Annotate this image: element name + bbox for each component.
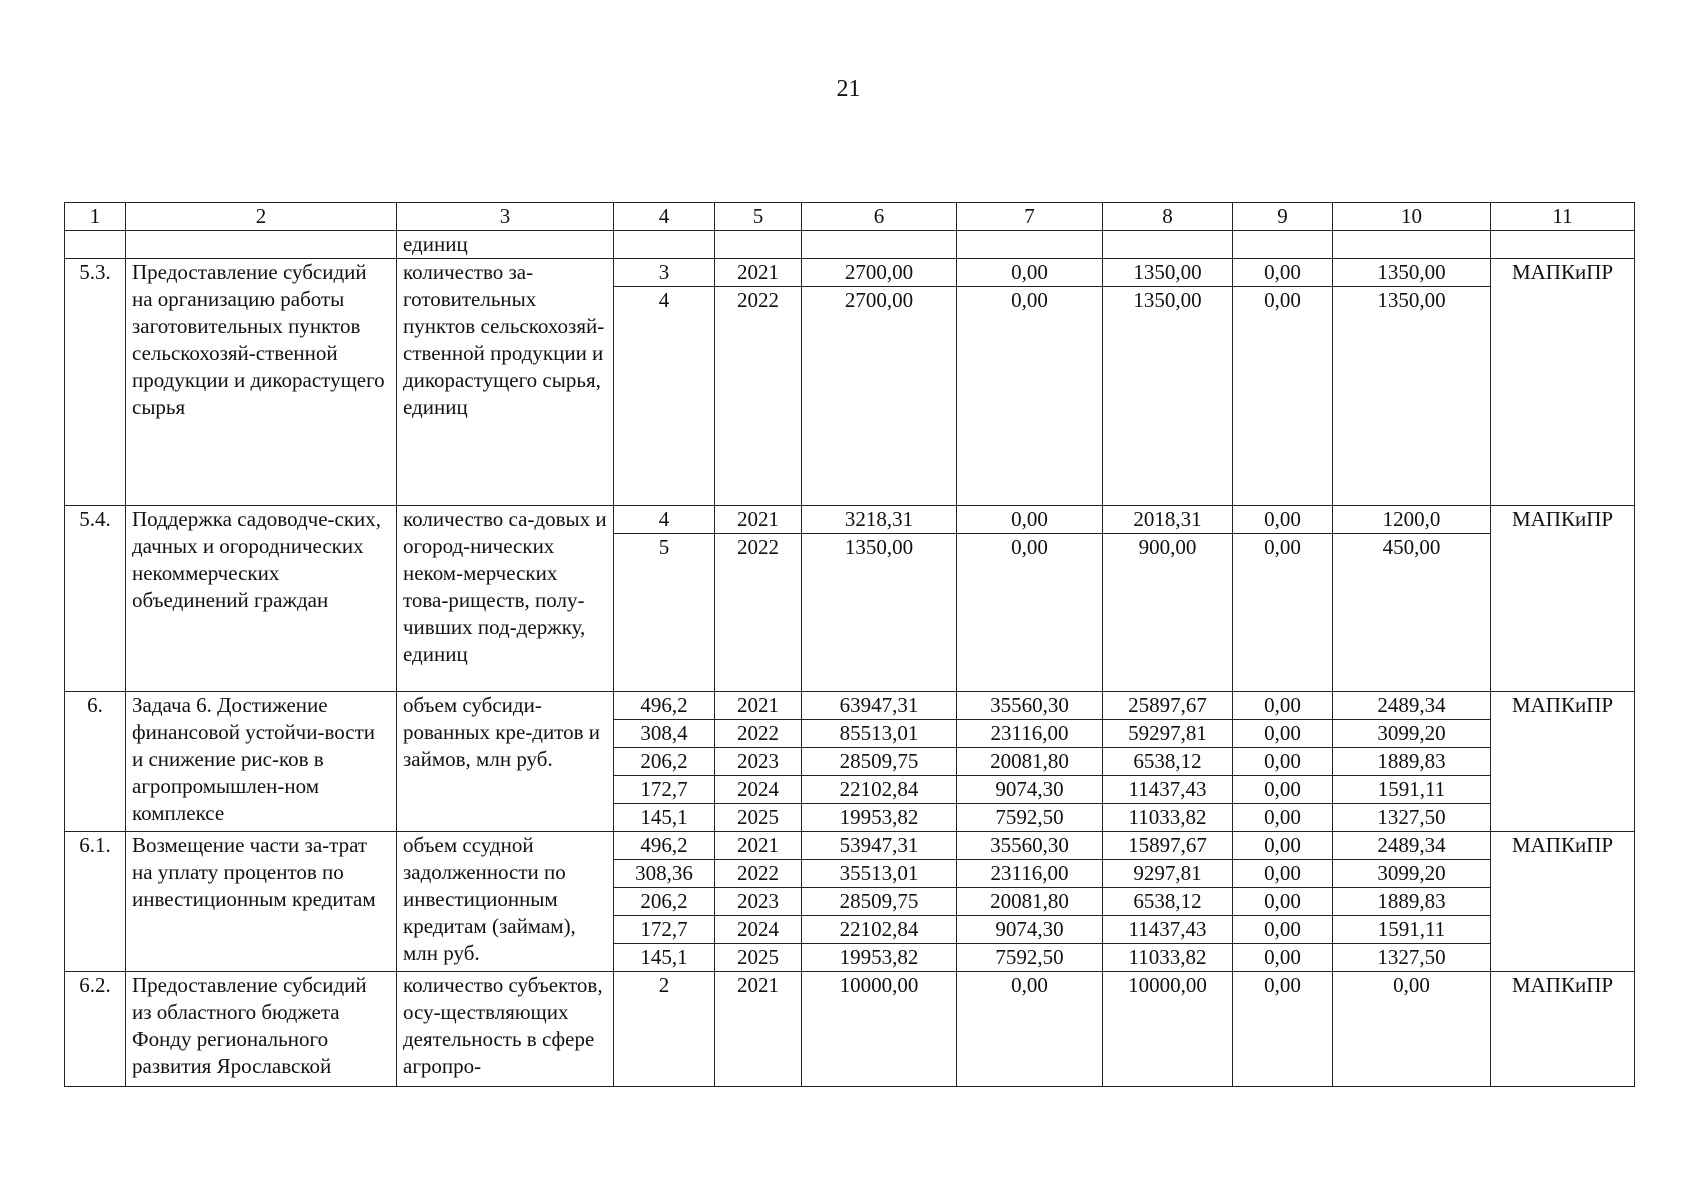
column-header: 2 bbox=[126, 203, 397, 231]
year-cell: 2022 bbox=[715, 720, 802, 748]
table-row bbox=[65, 506, 1635, 534]
measure-name: Возмещение части за-трат на уплату процентов по инвестиционным кредитам bbox=[126, 832, 397, 972]
year-cell: 2025 bbox=[715, 804, 802, 832]
indicator-value: 3 bbox=[614, 259, 715, 287]
amount-cell: 20081,80 bbox=[957, 888, 1103, 916]
amount-cell: 1350,00 bbox=[1103, 287, 1233, 506]
amount-cell: 6538,12 bbox=[1103, 888, 1233, 916]
amount-cell: 0,00 bbox=[1233, 259, 1333, 287]
amount-cell: 2700,00 bbox=[802, 287, 957, 506]
year-cell: 2025 bbox=[715, 944, 802, 972]
amount-cell: 9074,30 bbox=[957, 776, 1103, 804]
amount-cell: 28509,75 bbox=[802, 748, 957, 776]
indicator-text: объем субсиди-рованных кре-дитов и займов, млн руб. bbox=[397, 692, 614, 832]
row-number: 6.1. bbox=[65, 832, 126, 972]
amount-cell: 19953,82 bbox=[802, 944, 957, 972]
column-header: 1 bbox=[65, 203, 126, 231]
column-header: 5 bbox=[715, 203, 802, 231]
amount-cell: 2700,00 bbox=[802, 259, 957, 287]
indicator-value: 4 bbox=[614, 506, 715, 534]
indicator-value: 5 bbox=[614, 534, 715, 692]
amount-cell: 20081,80 bbox=[957, 748, 1103, 776]
amount-cell: 11437,43 bbox=[1103, 916, 1233, 944]
amount-cell: 1327,50 bbox=[1333, 944, 1491, 972]
amount-cell: 0,00 bbox=[957, 259, 1103, 287]
row-number: 6.2. bbox=[65, 972, 126, 1087]
amount-cell: 0,00 bbox=[957, 972, 1103, 1087]
amount-cell: 1327,50 bbox=[1333, 804, 1491, 832]
indicator-value: 308,36 bbox=[614, 860, 715, 888]
indicator-text: количество за-готовительных пунктов сельскохозяй-ственной продукции и дикорастущего сырья, единиц bbox=[397, 259, 614, 506]
year-cell: 2021 bbox=[715, 506, 802, 534]
amount-cell: 0,00 bbox=[1233, 534, 1333, 692]
amount-cell: 0,00 bbox=[1233, 860, 1333, 888]
year-cell: 2022 bbox=[715, 860, 802, 888]
amount-cell: 0,00 bbox=[957, 534, 1103, 692]
amount-cell: 23116,00 bbox=[957, 860, 1103, 888]
amount-cell: 53947,31 bbox=[802, 832, 957, 860]
amount-cell: 0,00 bbox=[1233, 506, 1333, 534]
amount-cell: 85513,01 bbox=[802, 720, 957, 748]
indicator-value: 496,2 bbox=[614, 692, 715, 720]
table-row bbox=[65, 832, 1635, 860]
amount-cell: 35513,01 bbox=[802, 860, 957, 888]
indicator-value: 206,2 bbox=[614, 888, 715, 916]
amount-cell: 0,00 bbox=[1233, 720, 1333, 748]
page-number: 21 bbox=[836, 76, 861, 102]
continued-indicator-text: единиц bbox=[397, 231, 614, 259]
amount-cell: 1350,00 bbox=[1333, 259, 1491, 287]
year-cell: 2021 bbox=[715, 692, 802, 720]
amount-cell: 35560,30 bbox=[957, 692, 1103, 720]
measure-name: Предоставление субсидий на организацию работы заготовительных пунктов сельскохозяй-ственной продукции и дикорастущего сырья bbox=[126, 259, 397, 506]
amount-cell: 7592,50 bbox=[957, 804, 1103, 832]
indicator-value: 145,1 bbox=[614, 944, 715, 972]
indicator-text: количество субъектов, осу-ществляющих деятельность в сфере агропро- bbox=[397, 972, 614, 1087]
amount-cell: 1889,83 bbox=[1333, 888, 1491, 916]
amount-cell: 63947,31 bbox=[802, 692, 957, 720]
column-header: 7 bbox=[957, 203, 1103, 231]
amount-cell: 59297,81 bbox=[1103, 720, 1233, 748]
column-header: 8 bbox=[1103, 203, 1233, 231]
amount-cell: 0,00 bbox=[1233, 972, 1333, 1087]
amount-cell: 1350,00 bbox=[1103, 259, 1233, 287]
amount-cell: 0,00 bbox=[1233, 944, 1333, 972]
year-cell: 2021 bbox=[715, 832, 802, 860]
amount-cell: 3218,31 bbox=[802, 506, 957, 534]
amount-cell: 0,00 bbox=[1233, 804, 1333, 832]
column-header: 9 bbox=[1233, 203, 1333, 231]
amount-cell: 0,00 bbox=[1233, 287, 1333, 506]
amount-cell: 2489,34 bbox=[1333, 832, 1491, 860]
year-cell: 2021 bbox=[715, 972, 802, 1087]
year-cell: 2024 bbox=[715, 916, 802, 944]
amount-cell: 0,00 bbox=[957, 287, 1103, 506]
responsible-cell: МАПКиПР bbox=[1491, 832, 1635, 972]
amount-cell: 1591,11 bbox=[1333, 776, 1491, 804]
amount-cell: 2489,34 bbox=[1333, 692, 1491, 720]
table-row bbox=[65, 972, 1635, 1087]
measure-name: Поддержка садоводче-ских, дачных и огороднических некоммерческих объединений граждан bbox=[126, 506, 397, 692]
indicator-value: 145,1 bbox=[614, 804, 715, 832]
indicator-value: 496,2 bbox=[614, 832, 715, 860]
column-number-row bbox=[65, 203, 1635, 231]
responsible-cell: МАПКиПР bbox=[1491, 692, 1635, 832]
indicator-value: 308,4 bbox=[614, 720, 715, 748]
amount-cell: 1200,0 bbox=[1333, 506, 1491, 534]
amount-cell: 1350,00 bbox=[802, 534, 957, 692]
year-cell: 2022 bbox=[715, 534, 802, 692]
measure-name: Задача 6. Достижение финансовой устойчи-вости и снижение рис-ков в агропромышлен-ном комплексе bbox=[126, 692, 397, 832]
year-cell: 2024 bbox=[715, 776, 802, 804]
amount-cell: 0,00 bbox=[1233, 748, 1333, 776]
amount-cell: 19953,82 bbox=[802, 804, 957, 832]
indicator-value: 2 bbox=[614, 972, 715, 1087]
amount-cell: 450,00 bbox=[1333, 534, 1491, 692]
amount-cell: 11033,82 bbox=[1103, 944, 1233, 972]
amount-cell: 10000,00 bbox=[802, 972, 957, 1087]
column-header: 6 bbox=[802, 203, 957, 231]
year-cell: 2021 bbox=[715, 259, 802, 287]
amount-cell: 11033,82 bbox=[1103, 804, 1233, 832]
measure-name: Предоставление субсидий из областного бюджета Фонду регионального развития Ярославской bbox=[126, 972, 397, 1087]
amount-cell: 22102,84 bbox=[802, 776, 957, 804]
indicator-text: количество са-довых и огород-нических неком-мерческих това-риществ, полу-чивших под-держку, единиц bbox=[397, 506, 614, 692]
amount-cell: 3099,20 bbox=[1333, 720, 1491, 748]
amount-cell: 10000,00 bbox=[1103, 972, 1233, 1087]
amount-cell: 6538,12 bbox=[1103, 748, 1233, 776]
amount-cell: 0,00 bbox=[1233, 888, 1333, 916]
year-cell: 2023 bbox=[715, 888, 802, 916]
year-cell: 2023 bbox=[715, 748, 802, 776]
amount-cell: 0,00 bbox=[1233, 916, 1333, 944]
amount-cell: 23116,00 bbox=[957, 720, 1103, 748]
amount-cell: 0,00 bbox=[1233, 776, 1333, 804]
amount-cell: 0,00 bbox=[1333, 972, 1491, 1087]
amount-cell: 1889,83 bbox=[1333, 748, 1491, 776]
indicator-value: 172,7 bbox=[614, 916, 715, 944]
indicator-value: 206,2 bbox=[614, 748, 715, 776]
indicator-value: 4 bbox=[614, 287, 715, 506]
amount-cell: 0,00 bbox=[957, 506, 1103, 534]
continued-row bbox=[65, 231, 1635, 259]
column-header: 10 bbox=[1333, 203, 1491, 231]
column-header: 11 bbox=[1491, 203, 1635, 231]
amount-cell: 2018,31 bbox=[1103, 506, 1233, 534]
column-header: 3 bbox=[397, 203, 614, 231]
amount-cell: 900,00 bbox=[1103, 534, 1233, 692]
amount-cell: 22102,84 bbox=[802, 916, 957, 944]
row-number: 5.3. bbox=[65, 259, 126, 506]
amount-cell: 1591,11 bbox=[1333, 916, 1491, 944]
responsible-cell: МАПКиПР bbox=[1491, 506, 1635, 692]
amount-cell: 25897,67 bbox=[1103, 692, 1233, 720]
row-number: 5.4. bbox=[65, 506, 126, 692]
amount-cell: 9297,81 bbox=[1103, 860, 1233, 888]
amount-cell: 11437,43 bbox=[1103, 776, 1233, 804]
row-number: 6. bbox=[65, 692, 126, 832]
amount-cell: 9074,30 bbox=[957, 916, 1103, 944]
responsible-cell: МАПКиПР bbox=[1491, 259, 1635, 506]
amount-cell: 7592,50 bbox=[957, 944, 1103, 972]
indicator-text: объем ссудной задолженности по инвестиционным кредитам (займам), млн руб. bbox=[397, 832, 614, 972]
amount-cell: 0,00 bbox=[1233, 832, 1333, 860]
indicator-value: 172,7 bbox=[614, 776, 715, 804]
year-cell: 2022 bbox=[715, 287, 802, 506]
amount-cell: 3099,20 bbox=[1333, 860, 1491, 888]
table-row bbox=[65, 259, 1635, 287]
amount-cell: 35560,30 bbox=[957, 832, 1103, 860]
table-row bbox=[65, 692, 1635, 720]
amount-cell: 15897,67 bbox=[1103, 832, 1233, 860]
amount-cell: 0,00 bbox=[1233, 692, 1333, 720]
program-table bbox=[64, 202, 1635, 1087]
amount-cell: 28509,75 bbox=[802, 888, 957, 916]
column-header: 4 bbox=[614, 203, 715, 231]
amount-cell: 1350,00 bbox=[1333, 287, 1491, 506]
responsible-cell: МАПКиПР bbox=[1491, 972, 1635, 1087]
